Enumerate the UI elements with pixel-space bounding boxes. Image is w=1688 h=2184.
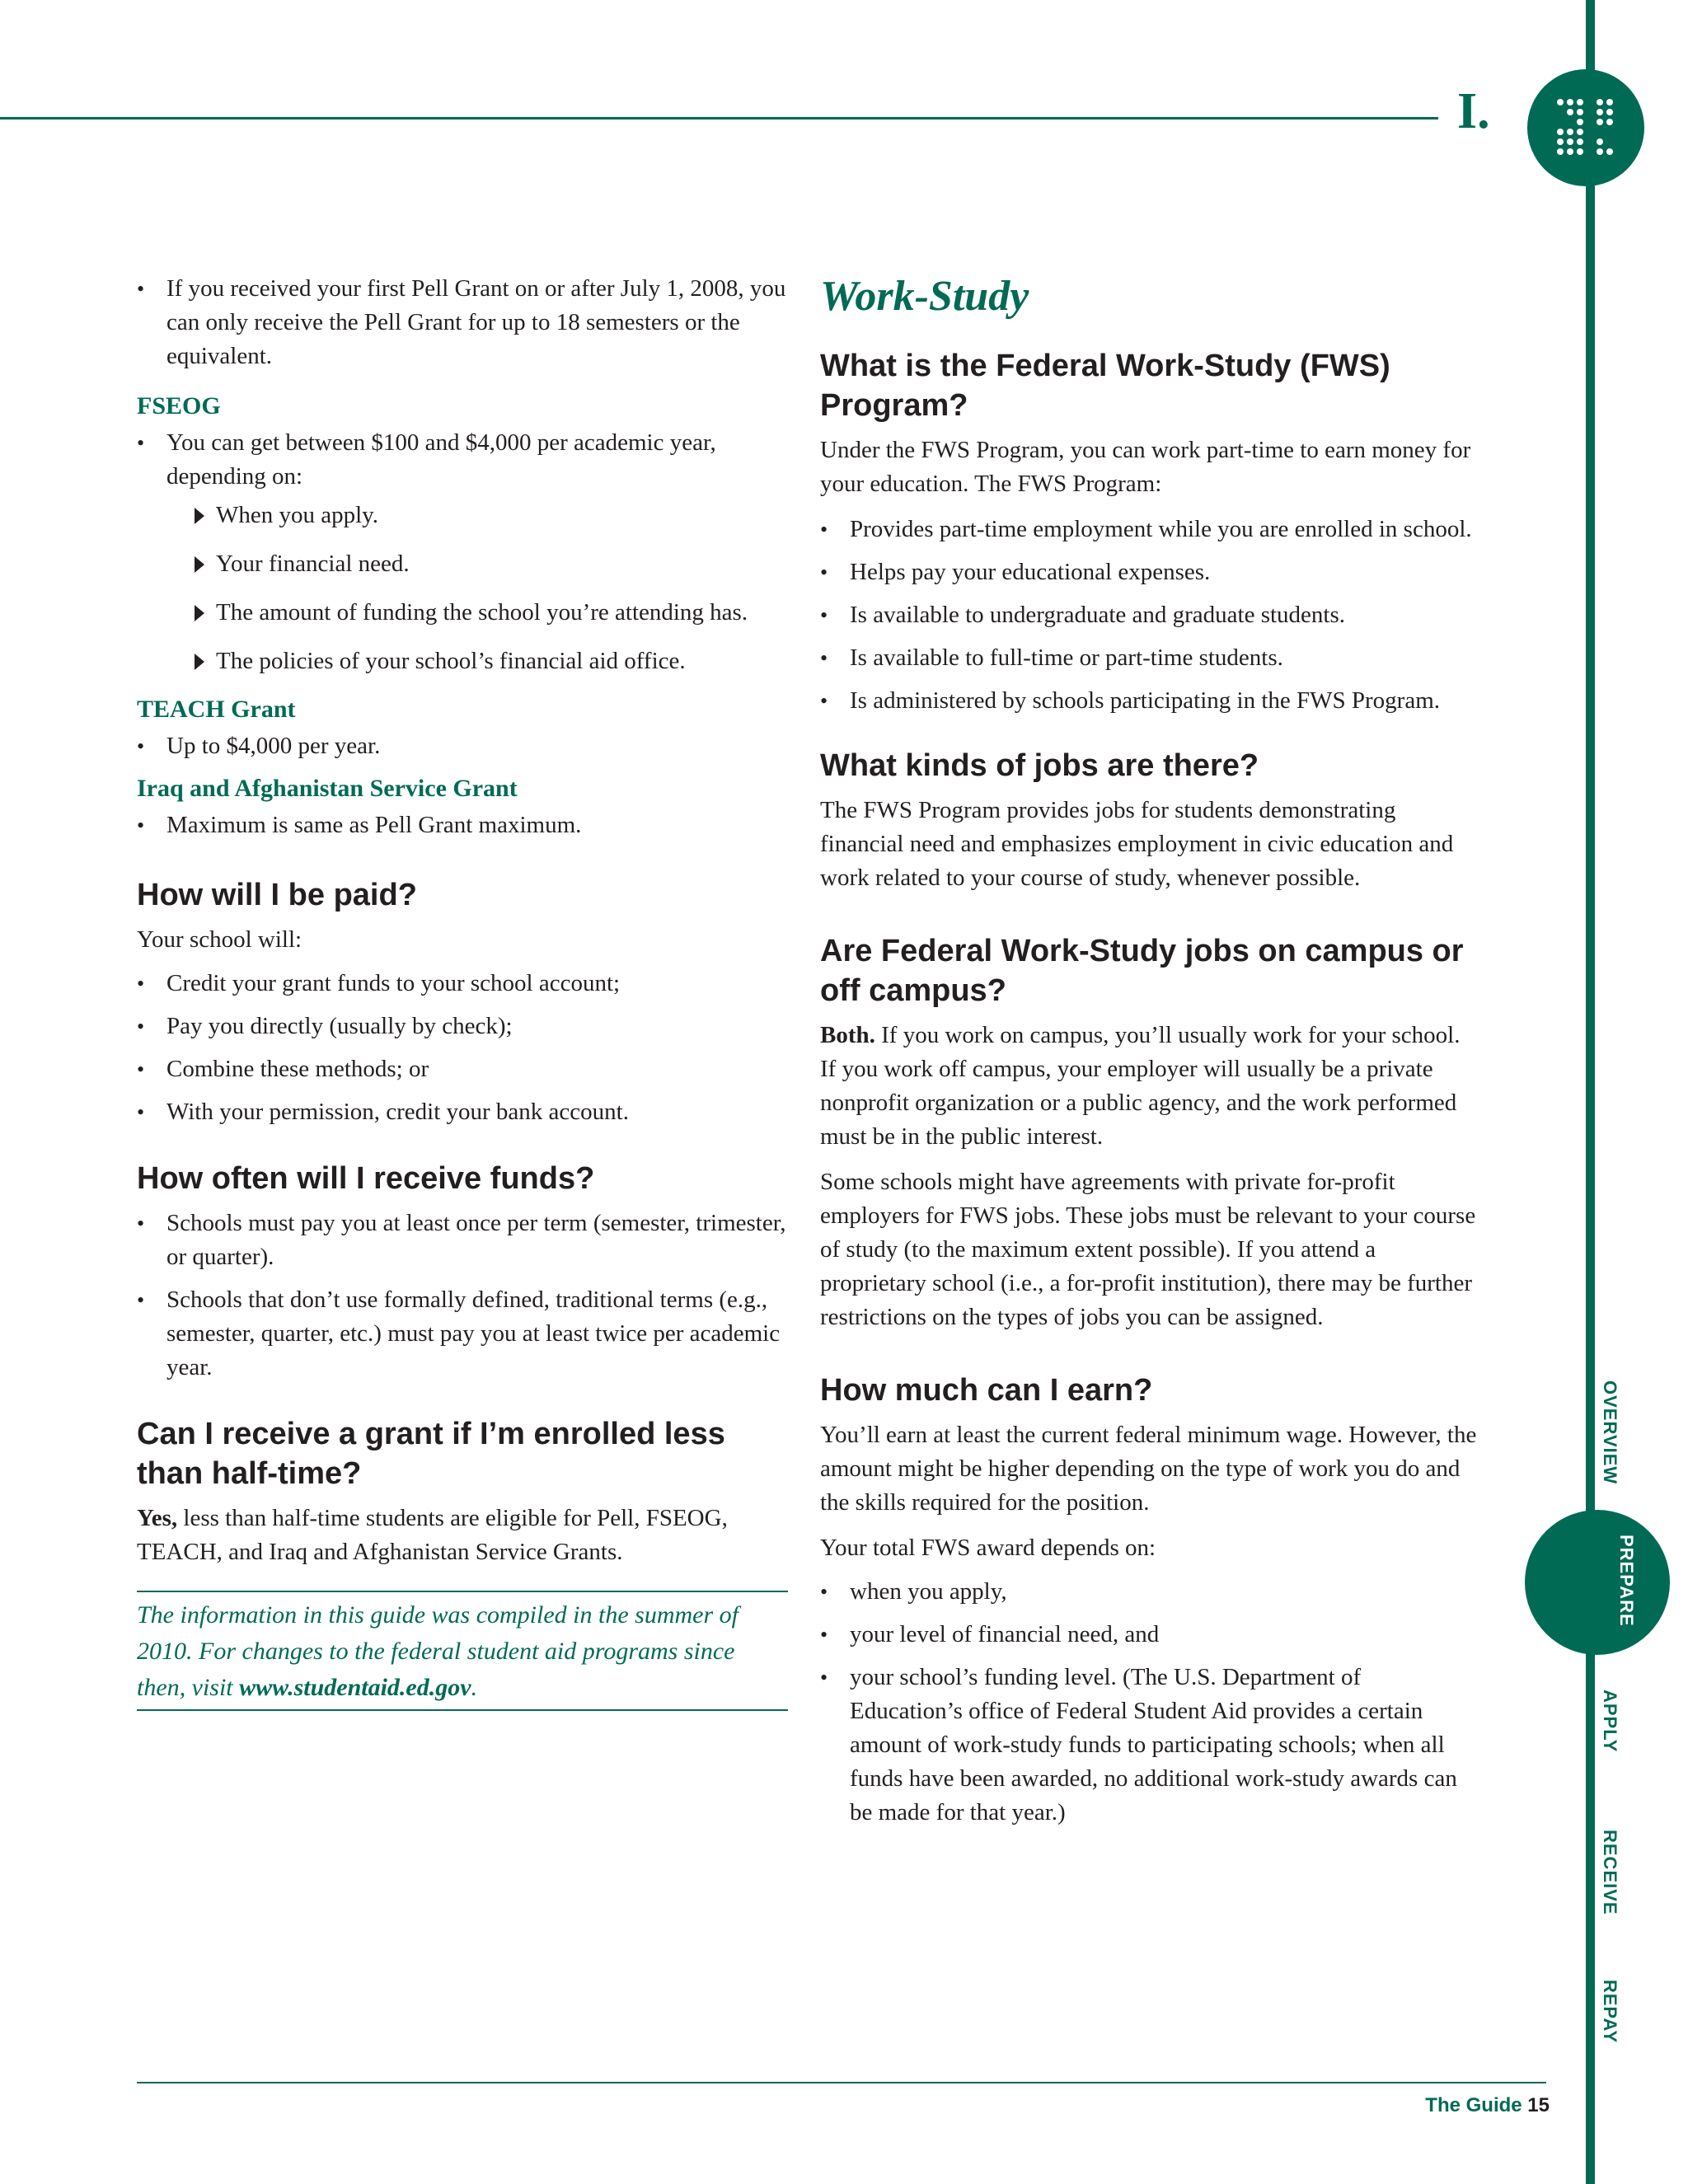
list-item: • Pay you directly (usually by check); (137, 1010, 788, 1043)
fws-heading: What is the Federal Work-Study (FWS) Program? (820, 349, 1390, 423)
side-bar (1586, 0, 1595, 2184)
side-tab-repay[interactable]: REPAY (1600, 1980, 1620, 2044)
pell-bullet: • If you received your first Pell Grant on or after July 1, 2008, you can only receive the Pell Grant for up to 18 semesters or the equivalent. (137, 272, 788, 373)
list-item: • Credit your grant funds to your school account; (137, 967, 788, 1001)
footer-label: The Guide (1425, 2094, 1522, 2116)
paid-list (137, 967, 788, 1129)
earn-heading: How much can I earn? (820, 1373, 1153, 1408)
earn-intro: Your total FWS award depends on: (820, 1535, 1156, 1561)
list-item: When you apply. (166, 499, 788, 532)
often-list (137, 1207, 788, 1385)
fws-list (820, 513, 1479, 718)
earn-list (820, 1575, 1479, 1830)
teach-title: TEACH Grant (137, 696, 296, 723)
teach-list (137, 729, 788, 763)
chapter-number: I. (1457, 83, 1490, 139)
fseog-title: FSEOG (137, 392, 221, 419)
side-tab-overview[interactable]: OVERVIEW (1600, 1380, 1620, 1485)
campus-heading: Are Federal Work-Study jobs on campus or off campus? (820, 934, 1464, 1008)
jobs-heading: What kinds of jobs are there? (820, 748, 1259, 783)
list-item: • your level of financial need, and (820, 1618, 1479, 1652)
list-item: Your financial need. (166, 547, 788, 581)
note-text: The information in this guide was compiled in the summer of 2010. For changes to the federal student aid programs since then, visit www.studentaid.ed.gov. (137, 1601, 738, 1701)
list-item: • Up to $4,000 per year. (137, 729, 788, 763)
page-footer (1360, 2094, 1550, 2117)
info-note (137, 1591, 788, 1711)
list-item: The policies of your school’s financial aid office. (166, 644, 788, 678)
paid-heading: How will I be paid? (137, 878, 417, 912)
header-rule (0, 117, 1438, 120)
list-item: • Maximum is same as Pell Grant maximum. (137, 808, 788, 842)
page-number: 15 (1527, 2094, 1550, 2116)
list-item: • Combine these methods; or (137, 1052, 788, 1086)
iraq-list (137, 808, 788, 842)
right-column (820, 272, 1479, 1839)
list-item: • Schools that don’t use formally defined, traditional terms (e.g., semester, quarter, etc.) must pay you at least twice per academic year. (137, 1283, 788, 1385)
list-item: • You can get between $100 and $4,000 per academic year, depending on: When you apply. Your financial need. The amount of funding the school you’re attending has. The policies of your school’s financial aid office. (137, 426, 788, 678)
list-item: • your school’s funding level. (The U.S. Department of Education’s office of Federal Student Aid provides a certain amount of work-study funds to participating schools; when all funds have been awarded, no additional work-study awards can be made for that year.) (820, 1661, 1479, 1830)
often-heading: How often will I receive funds? (137, 1161, 595, 1196)
list-item: • With your permission, credit your bank account. (137, 1095, 788, 1129)
list-item: • Schools must pay you at least once per term (semester, trimester, or quarter). (137, 1207, 788, 1274)
campus-text-2: Some schools might have agreements with private for-profit employers for FWS jobs. These jobs must be relevant to your course of study (to the maximum extent possible). If you attend a proprietary school (i.e., a for-profit institution), there may be further restrictions on the types of jobs you can be assigned. (820, 1169, 1476, 1330)
section-title: Work-Study (820, 273, 1029, 320)
paid-intro: Your school will: (137, 926, 302, 953)
fws-intro: Under the FWS Program, you can work part-time to earn money for your education. The FWS Program: (820, 437, 1471, 497)
footer-rule (137, 2082, 1546, 2083)
jobs-text: The FWS Program provides jobs for students demonstrating financial need and emphasizes employment in civic education and work related to your course of study, whenever possible. (820, 797, 1454, 891)
list-item: • Is available to undergraduate and graduate students. (820, 598, 1479, 632)
halftime-heading: Can I receive a grant if I’m enrolled less than half-time? (137, 1417, 725, 1491)
list-item: • Is available to full-time or part-time students. (820, 641, 1479, 675)
iraq-title: Iraq and Afghanistan Service Grant (137, 775, 518, 802)
side-tab-apply[interactable]: APPLY (1600, 1690, 1620, 1753)
list-item: • Is administered by schools participating in the FWS Program. (820, 684, 1479, 718)
campus-text: Both. If you work on campus, you’ll usually work for your school. If you work off campus, your employer will usually be a private nonprofit organization or a public agency, and the work performed must be in the public interest. (820, 1022, 1461, 1150)
list-item: • Helps pay your educational expenses. (820, 555, 1479, 589)
list-item: • when you apply, (820, 1575, 1479, 1609)
fseog-list (137, 426, 788, 678)
earn-text: You’ll earn at least the current federal minimum wage. However, the amount might be higher depending on the type of work you do and the skills required for the position. (820, 1422, 1477, 1516)
list-item: The amount of funding the school you’re attending has. (166, 596, 788, 630)
pell-list (137, 272, 788, 373)
list-item: • Provides part-time employment while you are enrolled in school. (820, 513, 1479, 546)
side-tab-prepare[interactable]: PREPARE (1525, 1510, 1670, 1655)
left-column (137, 272, 788, 1711)
side-tab-receive[interactable]: RECEIVE (1600, 1830, 1620, 1915)
fseog-subitems (166, 499, 788, 678)
studentaid-link[interactable]: www.studentaid.ed.gov (239, 1674, 471, 1701)
halftime-text: Yes, less than half-time students are eligible for Pell, FSEOG, TEACH, and Iraq and Afghanistan Service Grants. (137, 1505, 728, 1565)
